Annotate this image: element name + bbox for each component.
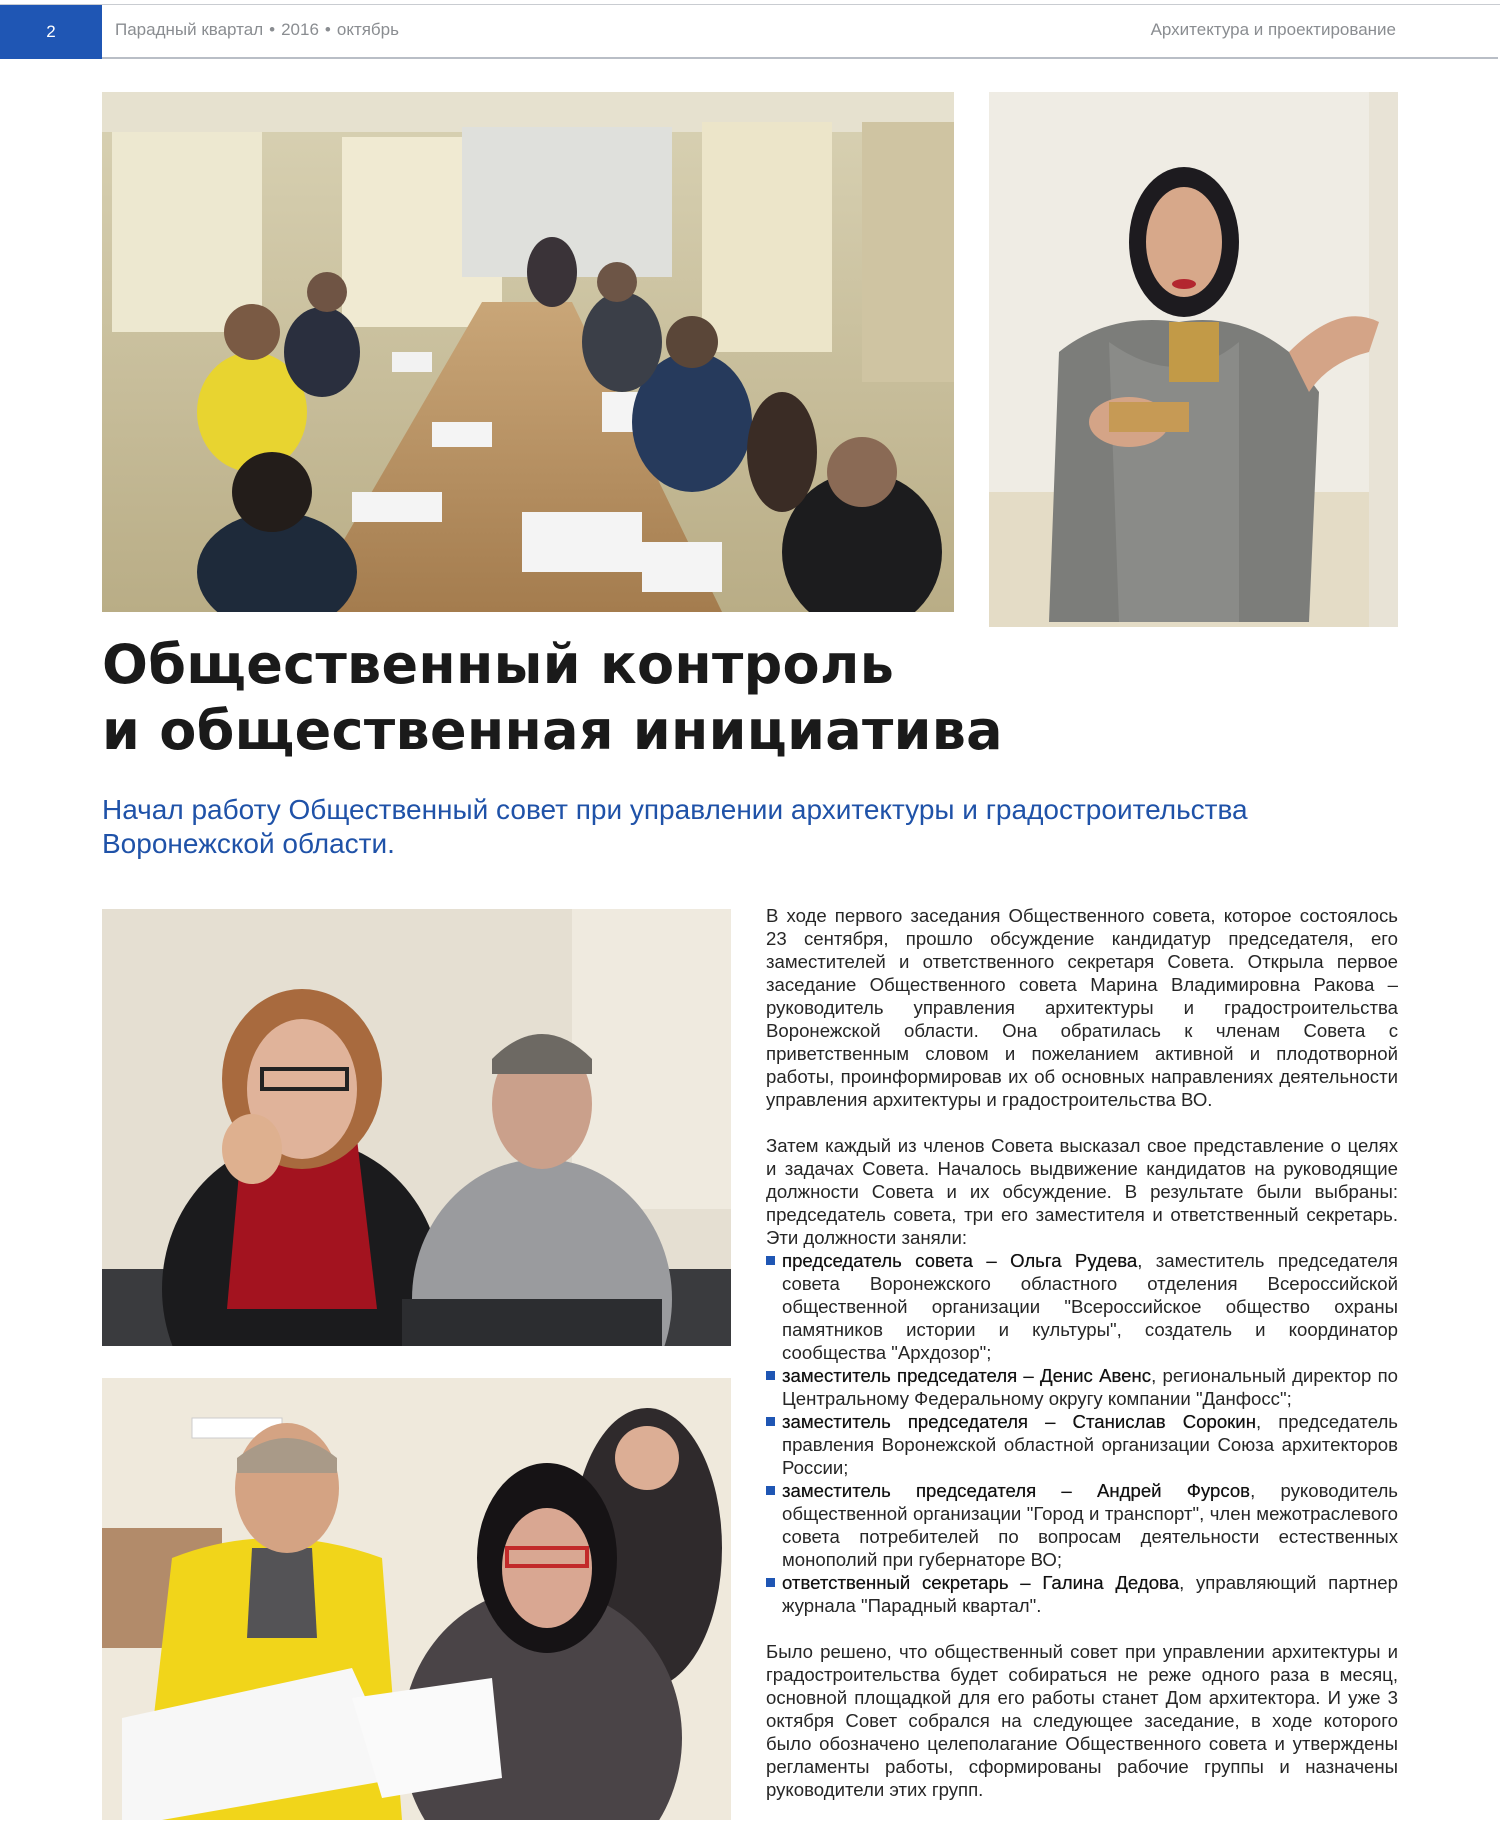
lead-line-1: Начал работу Общественный совет при управлении архитектуры и градостроительства [102,794,1248,825]
appointee-details: , региональный директор по Центральному Федеральному округу компании "Данфосс"; [782,1365,1398,1409]
issue-month: октябрь [336,20,399,39]
separator-dot: • [324,20,331,39]
publication-info [115,20,399,40]
body-paragraph-2: Затем каждый из членов Совета высказал свое представление о целях и задачах Совета. Началось выдвижение кандидатов на руководящие должности Совета и их обсуждение. В результате были выбраны: председатель совета, три его заместителя и ответственный секретарь. Эти должности заняли: [766,1135,1398,1248]
appointee-details: , председатель правления Воронежской областной организации Союза архитекторов России; [782,1411,1398,1478]
appointments-list [766,1249,1398,1617]
list-item [766,1249,1398,1364]
photo-council-members [102,909,731,1346]
appointee-role: председатель совета – Ольга Рудева [782,1250,1138,1271]
publication-name: Парадный квартал [115,20,264,39]
article-lead [102,793,1402,861]
body-paragraph-3: Было решено, что общественный совет при управлении архитектуры и градостроительства будет собираться не реже одного раза в месяц, основной площадкой для его работы станет Дом архитектора. И уже 3 октября Совет собрался на следующее заседание, в ходе которого было обозначено целеполагание Общественного совета и утверждены регламенты работы, сформированы рабочие группы и назначены руководители этих групп. [766,1641,1398,1800]
lead-line-2: Воронежской области. [102,828,395,859]
appointee-details: , руководитель общественной организации "Город и транспорт", член межотраслевого совета потребителей по вопросам деятельности естественных монополий при губернаторе ВО; [782,1480,1398,1570]
appointee-role: ответственный секретарь – Галина Дедова [782,1572,1180,1593]
header-top-rule [0,4,1500,5]
article-body [766,904,1398,1824]
photo-speaker [989,92,1398,627]
appointee-details: , заместитель председателя совета Воронежского областного отделения Всероссийской общественной организации "Всероссийское общество охраны памятников истории и культуры", создатель и координатор сообщества "Архдозор"; [782,1250,1399,1363]
headline-line-1: Общественный контроль [102,633,895,696]
list-item [766,1479,1398,1571]
photo-meeting-room [102,92,954,612]
body-paragraph-1: В ходе первого заседания Общественного совета, которое состоялось 23 сентября, прошло обсуждение кандидатур председателя, его заместителей и ответственного секретаря Совета. Открыла первое заседание Общественного совета Марина Владимировна Ракова – руководитель управления архитектуры и градостроительства Воронежской области. Она обратилась к членам Совета с приветственным словом и пожеланием активной и плодотворной работы, проинформировав их об основных направлениях деятельности управления архитектуры и градостроительства ВО. [766,905,1398,1110]
section-title: Архитектура и проектирование [1150,20,1396,39]
header-bottom-rule [102,57,1498,59]
appointee-role: заместитель председателя – Андрей Фурсов [782,1480,1251,1501]
appointee-role: заместитель председателя – Станислав Сорокин [782,1411,1256,1432]
separator-dot: • [269,20,276,39]
page-header [0,0,1500,60]
appointee-role: заместитель председателя – Денис Авенс [782,1365,1152,1386]
photo-members-reading [102,1378,731,1820]
list-item [766,1410,1398,1479]
article-headline [102,632,1398,764]
page-number: 2 [0,5,102,59]
appointee-details: , управляющий партнер журнала "Парадный квартал". [782,1572,1398,1616]
issue-year: 2016 [281,20,319,39]
list-item [766,1571,1398,1617]
headline-line-2: и общественная инициатива [102,699,1003,762]
list-item [766,1364,1398,1410]
